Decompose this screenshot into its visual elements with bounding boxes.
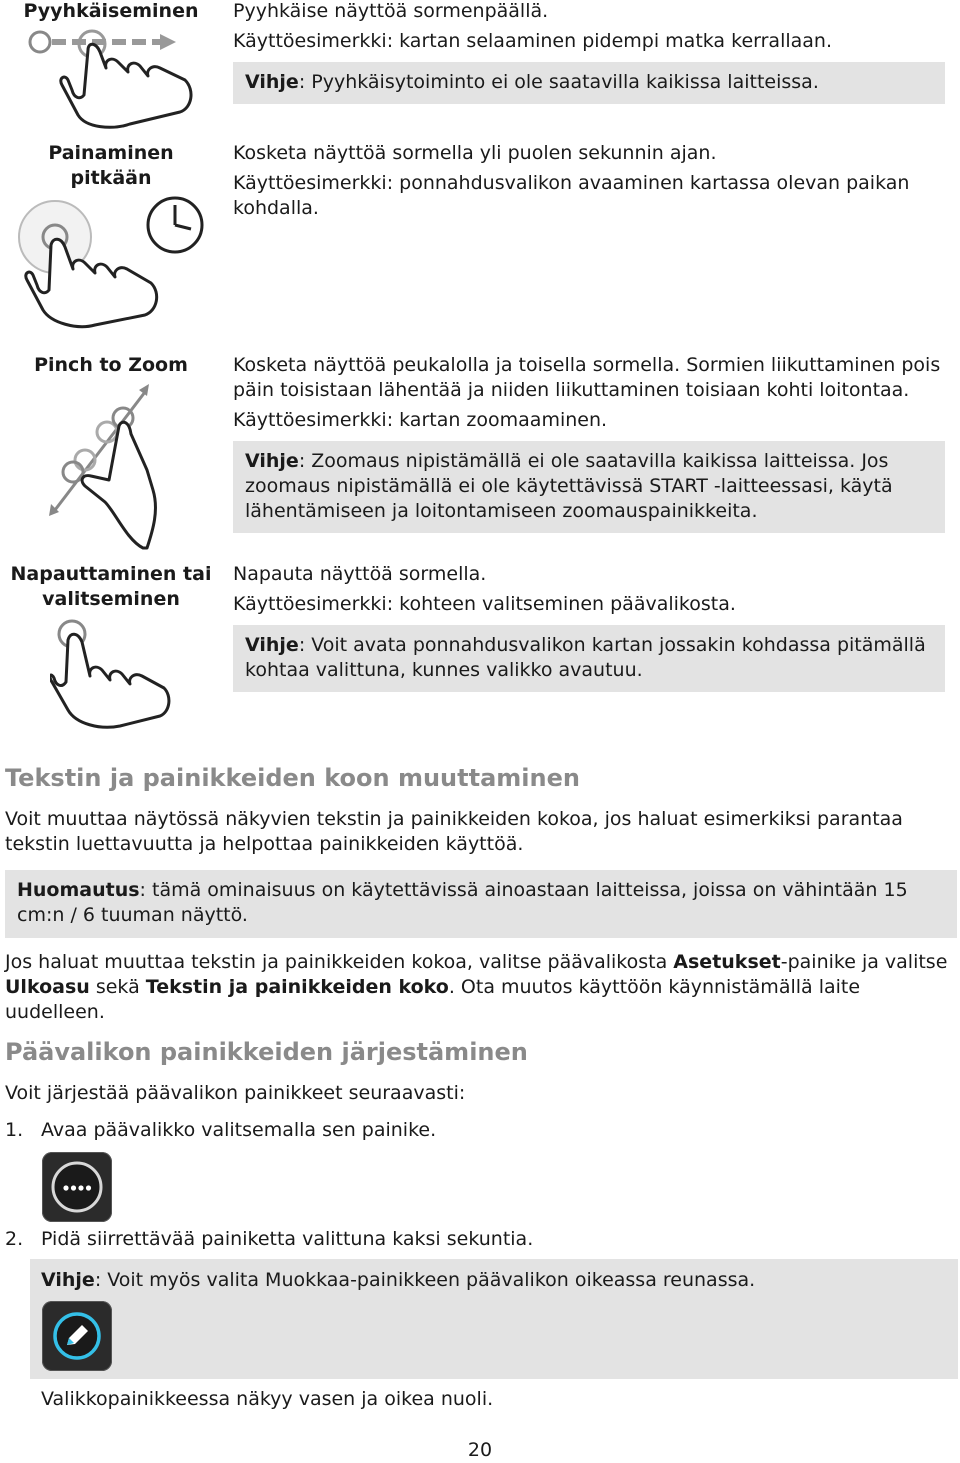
tip-text: : Zoomaus nipistämällä ei ole saatavilla kaikissa laitteissa. Jos zoomaus nipistämällä ei ole käytettävissä START -laitteessasi, käytä lähentämiseen ja loitontamiseen zoomauspainikkeita.	[245, 450, 893, 522]
text-run: sekä	[89, 976, 146, 998]
text-run-bold: Tekstin ja painikkeiden koko	[145, 976, 449, 998]
text-run: Jos haluat muuttaa tekstin ja painikkeiden kokoa, valitse päävalikosta	[5, 951, 674, 973]
tip-box	[30, 1259, 958, 1379]
gesture-desc-pinch	[233, 353, 945, 533]
gesture-label-line: Pinch to Zoom	[34, 354, 188, 376]
gesture-desc-long-press	[233, 141, 945, 221]
gesture-label-long-press	[0, 141, 222, 191]
gesture-desc-line: Käyttöesimerkki: ponnahdusvalikon avaaminen kartassa olevan paikan kohdalla.	[233, 172, 910, 219]
gesture-desc-line: Kosketa näyttöä peukalolla ja toisella sormella. Sormien liikuttaminen pois päin toisistaan lähentää ja niiden liikuttaminen toisiaan kohti loitontaa.	[233, 354, 941, 401]
gesture-label-pinch	[0, 353, 222, 378]
gesture-desc-line: Käyttöesimerkki: kartan zoomaaminen.	[233, 409, 608, 431]
tip-box	[233, 441, 945, 533]
note-label: Huomautus	[17, 879, 140, 901]
gesture-desc-tap	[233, 562, 945, 692]
gesture-desc-line: Käyttöesimerkki: kartan selaaminen pidempi matka kerrallaan.	[233, 30, 832, 52]
gesture-desc-line: Kosketa näyttöä sormella yli puolen sekunnin ajan.	[233, 142, 717, 164]
tip-text: : Pyyhkäisytoiminto ei ole saatavilla kaikissa laitteissa.	[298, 71, 819, 93]
paragraph	[5, 950, 950, 1025]
step-text: Avaa päävalikko valitsemalla sen painike.	[41, 1119, 437, 1141]
step-text: Pidä siirrettävää painiketta valittuna kaksi sekuntia.	[41, 1228, 534, 1250]
step-number: 1.	[5, 1119, 24, 1141]
section-heading: Tekstin ja painikkeiden koon muuttaminen	[5, 764, 580, 792]
clock-icon	[148, 198, 202, 252]
note-box	[5, 870, 957, 938]
tip-box	[233, 62, 945, 104]
paragraph: Valikkopainikkeessa näkyy vasen ja oikea nuoli.	[41, 1388, 494, 1410]
text-run: -painike ja valitse	[780, 951, 948, 973]
gesture-desc-line: Napauta näyttöä sormella.	[233, 563, 487, 585]
page-number: 20	[467, 1439, 493, 1461]
gesture-desc-line: Käyttöesimerkki: kohteen valitseminen päävalikosta.	[233, 593, 736, 615]
gesture-label-line: Painaminen	[48, 142, 174, 164]
pinch-hand-icon	[35, 380, 215, 550]
tip-label: Vihje	[245, 71, 299, 93]
gesture-label-line: Napauttaminen tai	[10, 563, 212, 585]
note-text: : tämä ominaisuus on käytettävissä ainoastaan laitteissa, joissa on vähintään 15 cm:n / 6 tuuman näyttö.	[17, 879, 908, 926]
tip-text: : Voit avata ponnahdusvalikon kartan jossakin kohdassa pitämällä kohtaa valittuna, kunnes valikko avautuu.	[245, 634, 926, 681]
swipe-hand-icon	[20, 20, 210, 130]
tip-label: Vihje	[41, 1269, 95, 1291]
gesture-label-line: Pyyhkäiseminen	[23, 0, 199, 22]
gesture-label-line: pitkään	[70, 167, 152, 189]
tip-label: Vihje	[245, 450, 299, 472]
paragraph: Voit järjestää päävalikon painikkeet seuraavasti:	[5, 1082, 466, 1104]
edit-pencil-icon	[42, 1301, 112, 1371]
main-menu-button-icon	[42, 1152, 112, 1222]
gesture-label-line: valitseminen	[42, 588, 180, 610]
tip-text: : Voit myös valita Muokkaa-painikkeen päävalikon oikeassa reunassa.	[94, 1269, 756, 1291]
gesture-label-tap	[0, 562, 222, 612]
gesture-desc-swipe	[233, 0, 945, 104]
tap-hand-icon	[50, 612, 180, 737]
text-run: . Ota muutos käyttöön käynnistämällä laite uudelleen.	[5, 976, 861, 1023]
paragraph: Voit muuttaa näytössä näkyvien tekstin ja painikkeiden kokoa, jos haluat esimerkiksi parantaa tekstin luettavuutta ja helpottaa painikkeiden käyttöä.	[5, 808, 903, 855]
text-run-bold: Asetukset	[673, 951, 781, 973]
text-run-bold: Ulkoasu	[5, 976, 90, 998]
gesture-desc-line: Pyyhkäise näyttöä sormenpäällä.	[233, 0, 549, 22]
long-press-hand-icon	[15, 195, 215, 345]
tip-box	[233, 625, 945, 692]
step-number: 2.	[5, 1228, 24, 1250]
tip-label: Vihje	[245, 634, 299, 656]
section-heading: Päävalikon painikkeiden järjestäminen	[5, 1038, 528, 1066]
